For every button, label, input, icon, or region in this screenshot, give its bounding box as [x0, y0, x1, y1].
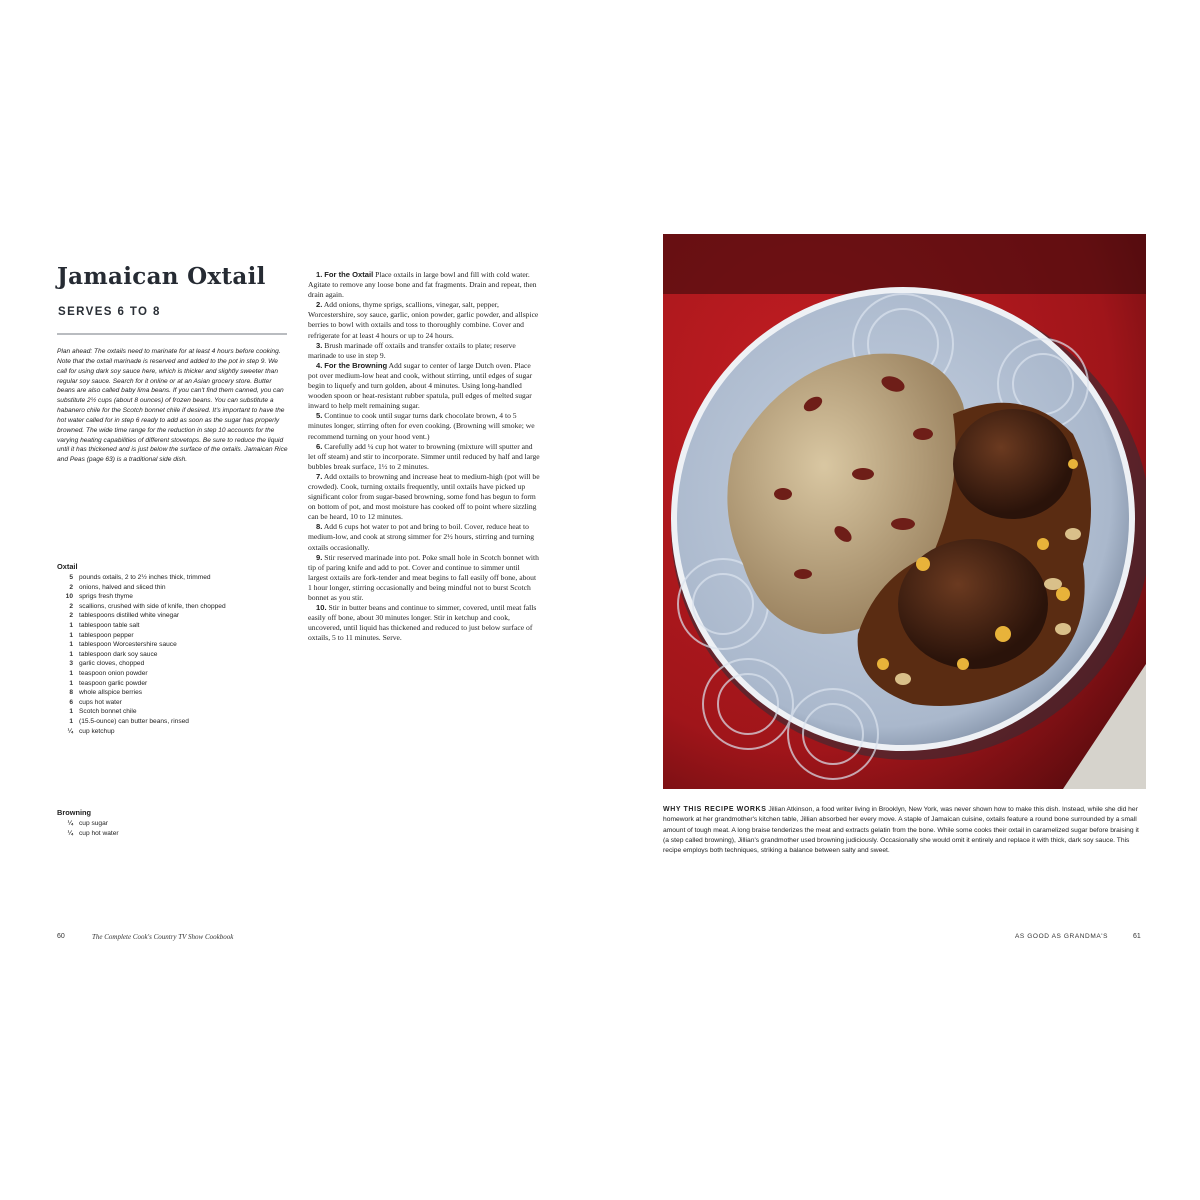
ingredient-group-heading: Oxtail: [57, 562, 78, 571]
ingredient-item: [57, 602, 289, 612]
step-text: Place oxtails in large bowl and fill with cold water. Agitate to remove any loose bone and fat fragments. Drain and repeat, then drain again.: [308, 270, 537, 300]
ingredient-text: whole allspice berries: [79, 689, 143, 697]
step-text: Add sugar to center of large Dutch oven. Place pot over medium-low heat and cook, without stirring, until edges of sugar begin to liquefy and turn golden, about 4 minutes. Using long-handled wooden spoon or heat-resistant rubber spatula, pull edges of melted sugar inward to help melt remaining sugar.: [308, 360, 533, 411]
recipe-step: [308, 341, 540, 361]
ingredient-text: cup ketchup: [79, 727, 115, 735]
running-head-section-title: AS GOOD AS GRANDMA'S: [1015, 933, 1109, 940]
recipe-step: [308, 361, 540, 411]
recipe-step: [308, 472, 540, 522]
step-text: Add oxtails to browning and increase heat to medium-high (pot will be crowded). Cook, turning oxtails frequently, until oxtails have picked up significant color from sugar-based browning, some fond has begun to form on bottom of pot, and most moisture has cooked off to point where sizzling can be heard, 10 to 12 minutes.: [308, 471, 540, 522]
ingredient-text: teaspoon onion powder: [79, 669, 148, 677]
ingredient-text: tablespoons distilled white vinegar: [79, 612, 180, 620]
step-lead: For the Oxtail: [324, 270, 374, 279]
step-number: 10.: [316, 603, 327, 613]
ingredient-text: cups hot water: [79, 698, 122, 706]
ingredient-item: [57, 717, 289, 727]
ingredient-text: (15.5-ounce) can butter beans, rinsed: [79, 717, 189, 725]
ingredient-item: [57, 688, 289, 698]
ingredient-qty: 1: [69, 717, 73, 725]
ingredient-item: [57, 679, 289, 689]
page-number-left: 60: [57, 933, 65, 940]
ingredient-text: scallions, crushed with side of knife, then chopped: [79, 602, 226, 610]
ingredient-qty: 1: [69, 708, 73, 716]
ingredient-item: [57, 640, 289, 650]
step-lead: For the Browning: [324, 360, 388, 370]
ingredient-qty: 2: [69, 612, 73, 620]
step-number: 5.: [316, 411, 323, 421]
ingredient-qty: 1: [69, 621, 73, 629]
step-number: 1.: [316, 270, 323, 279]
step-text: Add onions, thyme sprigs, scallions, vinegar, salt, pepper, Worcestershire, soy sauce, garlic, onion powder, garlic powder, and allspice berries to bowl with oxtails and toss to thoroughly combine. Cover and refrigerate for at least 4 hours or up to 24 hours.: [308, 300, 539, 340]
plate-image: [663, 234, 1146, 789]
ingredient-item: [57, 727, 289, 737]
ingredient-item: [57, 621, 289, 631]
ingredient-text: pounds oxtails, 2 to 2½ inches thick, trimmed: [79, 574, 211, 581]
recipe-step: [308, 603, 540, 643]
step-number: 3.: [316, 340, 323, 350]
ingredient-item: [57, 669, 289, 679]
step-number: 6.: [316, 441, 323, 451]
recipe-photo: [663, 234, 1146, 789]
recipe-step: [308, 270, 540, 300]
ingredient-item: [57, 611, 289, 621]
ingredient-item: [57, 650, 289, 660]
ingredient-qty: 1: [69, 650, 73, 658]
recipe-steps: [308, 270, 540, 643]
step-number: 9.: [316, 552, 323, 562]
ingredient-text: sprigs fresh thyme: [79, 593, 133, 601]
ingredient-text: tablespoon dark soy sauce: [79, 650, 158, 658]
running-head-book-title: The Complete Cook's Country TV Show Cookbook: [92, 933, 234, 941]
ingredient-text: tablespoon table salt: [79, 621, 140, 629]
ingredient-item: [57, 573, 289, 583]
step-text: Stir in butter beans and continue to simmer, covered, until meat falls easily off bone, about 30 minutes longer. Stir in ketchup and cook, uncovered, until liquid has thickened and reduced to just below surface of oxtails, 5 to 11 minutes. Serve.: [308, 603, 537, 643]
ingredient-item: [57, 659, 289, 669]
title-divider: [57, 333, 287, 335]
ingredient-qty: 2: [69, 602, 73, 610]
ingredient-qty: 1: [69, 679, 73, 687]
recipe-step: [308, 553, 540, 603]
step-number: 8.: [316, 522, 323, 532]
step-text: Continue to cook until sugar turns dark chocolate brown, 4 to 5 minutes longer, stirring often for even cooking. (Browning will smoke; we recommend turning on your hood vent.): [308, 411, 535, 441]
why-lead: WHY THIS RECIPE WORKS: [663, 806, 767, 813]
ingredient-qty: 2: [69, 583, 73, 591]
ingredient-text: cup hot water: [79, 829, 119, 837]
ingredient-group-browning: [57, 808, 289, 838]
why-text: Jillian Atkinson, a food writer living in Brooklyn, New York, was never shown how to make this dish. Instead, while she did her homework at her grandmother's kitchen table, Jillian absorbed her every move. A staple of Jamaican cuisine, oxtails feature a round bone surrounded by a small amount of tough meat. A long braise tenderizes the meat and extracts gelatin from the bone. While some cooks their oxtail in caramelized sugar before braising it (a step called browning), Jillian's grandmother used browning judiciously. Occasionally she would omit it entirely and replace it with thick, dark soy sauce. This recipe employs both techniques, striking a balance between salty and sweet.: [663, 806, 1139, 855]
recipe-step: [308, 300, 540, 340]
ingredient-qty: 5: [69, 574, 73, 581]
recipe-title: Jamaican Oxtail: [57, 263, 266, 290]
step-number: 4.: [316, 360, 323, 370]
ingredient-item: [57, 707, 289, 717]
page-number-right: 61: [1133, 933, 1141, 940]
ingredient-qty: ¼: [67, 820, 73, 827]
step-text: Stir reserved marinade into pot. Poke small hole in Scotch bonnet with tip of paring knife and add to pot. Cover and continue to simmer until largest oxtails are fork-tender and meat begins to fall easily off bone, about 1 hour longer, stirring occasionally and being mindful not to burst Scotch bonnet as you stir.: [308, 552, 539, 602]
ingredient-text: tablespoon Worcestershire sauce: [79, 641, 177, 649]
ingredient-item: [57, 592, 289, 602]
step-text: Carefully add ¼ cup hot water to browning (mixture will sputter and let off steam) and stir to incorporate. Simmer until reduced by half and large bubbles break surface, 1½ to 2 minutes.: [308, 441, 540, 471]
headnote: Plan ahead: The oxtails need to marinate for at least 4 hours before cooking. Note that the oxtail marinade is reserved and added to the pot in step 9. We call for using dark soy sauce here, which is thicker and slightly sweeter than regular soy sauce. Search for it online or at an Asian grocery store. Butter beans are also called baby lima beans. If you can't find them canned, you can substitute 2½ cups (about 8 ounces) of frozen beans. You can substitute a habanero chile for the Scotch bonnet chile if desired. It's important to have the hot water called for in step 6 ready to add as soon as the sugar has properly browned. The wide time range for the reduction in step 10 accounts for the varying heating capabilities of different stovetops. Be sure to reduce the liquid until it has thickened and is just below the surface of the oxtails. Jamaican Rice and Peas (page 63) is a traditional side dish.: [57, 348, 288, 464]
ingredient-qty: 10: [65, 593, 73, 601]
ingredient-text: cup sugar: [79, 820, 108, 827]
recipe-step: [308, 411, 540, 441]
serves-label: SERVES 6 TO 8: [58, 306, 161, 318]
step-text: Add 6 cups hot water to pot and bring to boil. Cover, reduce heat to medium-low, and cook at strong simmer for 2½ hours, stirring and turning oxtails occasionally.: [308, 522, 535, 552]
ingredient-item: [57, 631, 289, 641]
ingredient-text: teaspoon garlic powder: [79, 679, 148, 687]
why-this-recipe-works: [663, 805, 1143, 856]
ingredient-group-heading: Browning: [57, 808, 92, 817]
ingredient-item: [57, 819, 289, 829]
step-text: Brush marinade off oxtails and transfer oxtails to plate; reserve marinade to use in step 9.: [308, 340, 516, 360]
ingredient-item: [57, 583, 289, 593]
ingredient-group-oxtail: [57, 562, 289, 736]
ingredient-qty: ¼: [67, 829, 73, 837]
ingredient-qty: 1: [69, 669, 73, 677]
ingredient-qty: 8: [69, 689, 73, 697]
ingredient-text: Scotch bonnet chile: [79, 708, 137, 716]
step-number: 2.: [316, 300, 323, 310]
ingredient-text: onions, halved and sliced thin: [79, 583, 166, 591]
ingredient-qty: 6: [69, 698, 73, 706]
recipe-step: [308, 522, 540, 552]
ingredient-qty: 1: [69, 631, 73, 639]
recipe-step: [308, 442, 540, 472]
ingredient-qty: 1: [69, 641, 73, 649]
ingredient-item: [57, 829, 289, 839]
step-number: 7.: [316, 471, 323, 481]
ingredient-text: garlic cloves, chopped: [79, 660, 145, 668]
ingredient-qty: ¼: [67, 727, 73, 735]
ingredient-text: tablespoon pepper: [79, 631, 134, 639]
ingredient-qty: 3: [69, 660, 73, 668]
ingredient-item: [57, 698, 289, 708]
